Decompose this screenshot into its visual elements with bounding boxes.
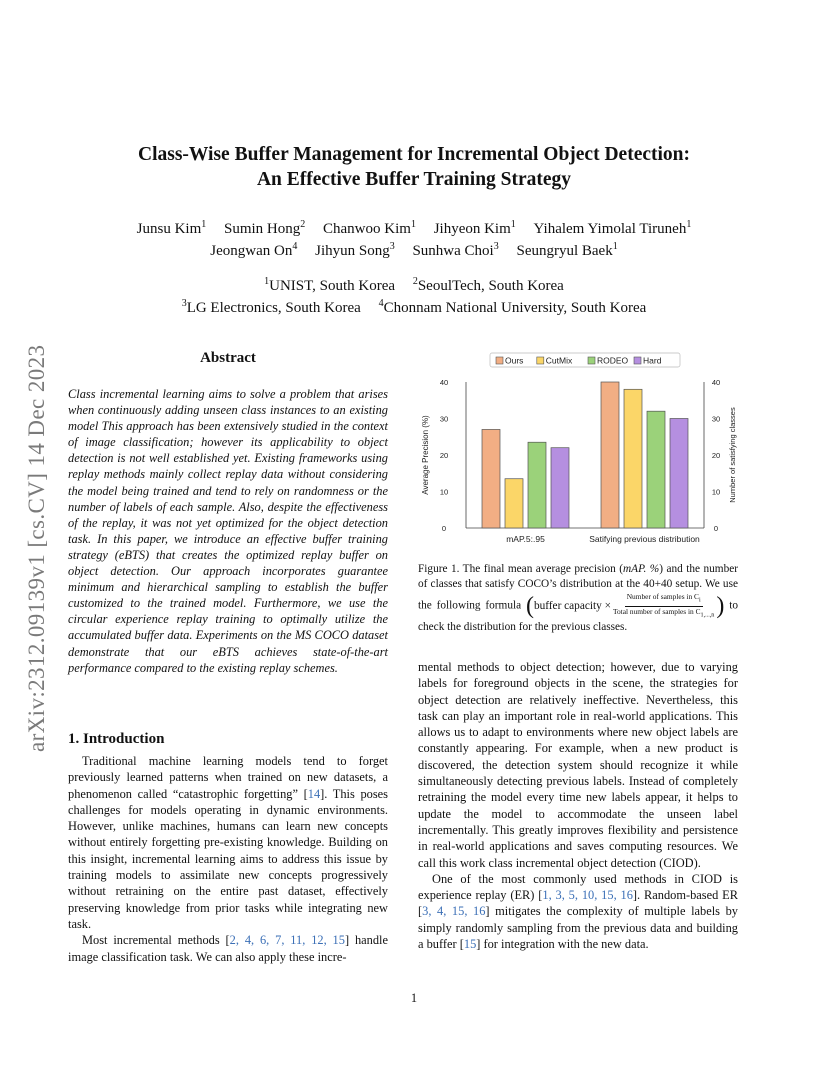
citation-link[interactable]: 3, 4, 15, 16 — [422, 904, 486, 919]
paragraph: Traditional machine learning models tend to forget previously learned patterns when trained on new datasets, a phenomenon called “catastrophic forgetting” [14]. This poses challenges for models operating in dynamic environments. However, unlike machines, humans can learn new concepts without entirely forgetting pre-existing knowledge. Building on this insight, incremental learning aims to address this issue by training models to assimilate new concepts progressively without retraining on the entire past dataset, effectively preserving knowledge from prior tasks while integrating new task. — [68, 754, 388, 931]
y-tick-label: 30 — [439, 414, 449, 424]
authors-line-2 — [0, 240, 828, 262]
authors-line-1 — [0, 218, 828, 240]
paragraph: mental methods to object detection; however, due to varying labels for foreground objects in the scene, the strategies for object detection are relatively ineffective. Nevertheless, this task can play an important role in real-world applications. This allows us to adapt to environments where new object labels are constantly appearing. For example, when a new product is discovered, the detection system should recognize it while simultaneously detecting previous labels. Instead of completely retraining the model every time new labels appear, it helps to update the model to accommodate the unseen label incrementally. This greatly improves flexibility and persistence in real-world applications and saves computing resources. We call this work class incremental object detection (CIOD). — [418, 660, 738, 870]
y-axis-label: Average Precision (%) — [421, 415, 430, 495]
y2-tick-label: 20 — [711, 451, 721, 460]
title-line-1: Class-Wise Buffer Management for Incremental Object Detection: — [137, 144, 691, 165]
bar — [647, 411, 665, 528]
affiliations — [0, 275, 828, 319]
paragraph: One of the most commonly used methods in CIOD is experience replay (ER) [1, 3, 5, 10, 15, 16]. Random-based ER [3, 4, 15, 16] mitigates the complexity of multiple labels by simply randomly sampling from the previous data and building a buffer [15] for integration with the new data. — [418, 871, 738, 952]
author: Junsu Kim$^1$ — [136, 219, 207, 237]
y-tick-label: 20 — [439, 451, 449, 460]
author: Jeongwan On$^4$ — [210, 241, 298, 259]
citation-link[interactable]: 15 — [463, 937, 477, 952]
affiliation: $^3$LG Electronics, South Korea — [181, 298, 361, 316]
x-category-label: mAP.5:.95 — [506, 534, 545, 544]
legend-swatch — [634, 357, 641, 364]
bar — [670, 419, 688, 529]
introduction-body — [68, 753, 388, 965]
legend-swatch — [496, 357, 503, 364]
page-number: 1 — [410, 991, 418, 1005]
arxiv-sidebar — [20, 282, 54, 752]
abstract-heading: Abstract — [200, 350, 256, 366]
title-line-2: An Effective Buffer Training Strategy — [256, 169, 572, 190]
bar — [528, 442, 546, 528]
author: Jihyeon Kim$^1$ — [433, 219, 516, 237]
affil-line-2 — [0, 297, 828, 319]
formula-fraction: $\frac{Number of samples in C_i}{Total number of samples in C_{1,...,n}}$ — [612, 592, 715, 619]
author: Seungryul Baek$^1$ — [516, 241, 618, 259]
bar — [624, 389, 642, 528]
right-column-body — [418, 659, 738, 952]
paper-title — [0, 142, 828, 192]
author: Sumin Hong$^2$ — [224, 219, 306, 237]
y2-tick-label: 30 — [711, 414, 721, 424]
y-tick-label: 0 — [441, 524, 447, 533]
author-list — [0, 218, 828, 262]
y2-axis-label: Number of satisfying classes — [728, 407, 737, 503]
legend-label: Ours — [505, 355, 524, 366]
y2-tick-label: 0 — [713, 524, 719, 533]
affiliation: $^4$Chonnam National University, South Korea — [378, 298, 647, 316]
citation-link[interactable]: 14 — [307, 786, 321, 801]
paragraph: Most incremental methods [2, 4, 6, 7, 11, 12, 15] handle image classification task. We can also apply these incre- — [68, 933, 388, 964]
author: Jihyun Song$^3$ — [315, 241, 395, 259]
affil-line-1 — [0, 275, 828, 297]
author: Sunhwa Choi$^3$ — [412, 241, 499, 259]
arxiv-identifier: arXiv:2312.09139v1 [cs.CV] 14 Dec 2023 — [24, 344, 49, 752]
citation-link[interactable]: 1, 3, 5, 10, 15, 16 — [542, 888, 633, 903]
y-tick-label: 10 — [439, 487, 449, 497]
bar — [601, 382, 619, 528]
bar — [482, 429, 500, 528]
legend-swatch — [537, 357, 544, 364]
y-tick-label: 40 — [439, 378, 449, 387]
legend-swatch — [588, 357, 595, 364]
section-heading-introduction: 1. Introduction — [68, 731, 165, 747]
affiliation: $^1$UNIST, South Korea — [264, 276, 396, 294]
author: Chanwoo Kim$^1$ — [323, 219, 416, 237]
abstract-text: Class incremental learning aims to solve a problem that arises when continuously adding unseen class instances to an existing model This approach has been extensively studied in the context of image classification; however its applicability to object detection is not well established yet. Existing frameworks using replay methods mainly collect replay data without considering the model being trained and tend to rely on randomness or the number of labels of each sample. Also, despite the effectiveness of the replay, it was not yet optimized for the object detection task. In this paper, we introduce an effective buffer training strategy (eBTS) that creates the optimized replay buffer on object detection. Our approach incorporates guarantee minimum and hierarchical sampling to establish the buffer customized to the trained model. Furthermore, we use the circular experience replay training to optimally utilize the accumulated buffer data. Experiments on the MS COCO dataset demonstrate that our eBTS achieves state-of-the-art performance compared to the existing replay schemes. — [68, 387, 388, 675]
figure-1-chart — [416, 350, 740, 554]
citation-link[interactable]: 2, 4, 6, 7, 11, 12, 15 — [229, 933, 345, 948]
legend-label: CutMix — [545, 355, 573, 366]
x-category-label: Satifying previous distribution — [589, 534, 700, 544]
affiliation: $^2$SeoulTech, South Korea — [412, 276, 564, 294]
bar — [505, 479, 523, 528]
y2-tick-label: 10 — [711, 487, 721, 497]
legend-label: RODEO — [597, 355, 629, 366]
legend-label: Hard — [643, 355, 662, 366]
bar — [551, 448, 569, 528]
figure-1-caption: Figure 1. The final mean average precision (mAP. %) and the number of classes that satisfy COCO’s distribution at the 40+40 setup. We use the following formula ( buffer capacity × $\frac{Number of samples in C_i}{Total number of samples in C_{1,...,n}}$ ) to check the distribution for the previous classes. — [418, 563, 738, 634]
author: Yihalem Yimolal Tiruneh$^1$ — [533, 219, 692, 237]
buffer-formula: ( buffer capacity × $\frac{Number of samples in C_i}{Total number of samples in C_{1,...,n}}$ ) — [525, 592, 725, 620]
y2-tick-label: 40 — [711, 378, 721, 387]
